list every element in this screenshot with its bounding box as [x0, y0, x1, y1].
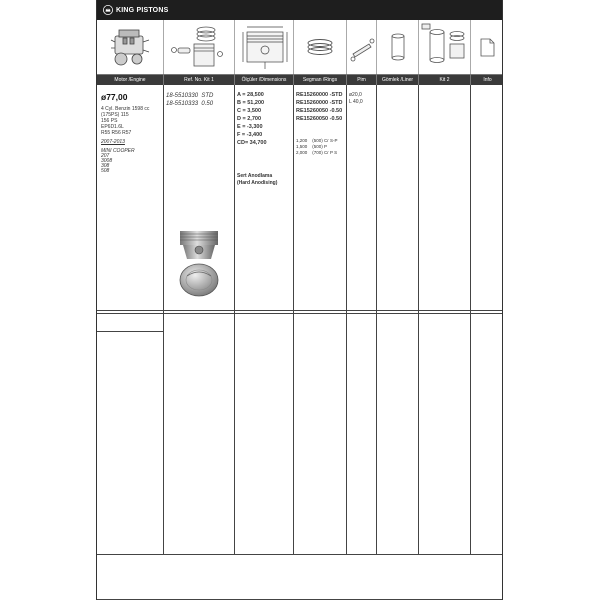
ring-spec: 1,200 (500) Cr S-P	[296, 138, 338, 143]
liner-image	[377, 20, 419, 74]
row-separator	[97, 313, 502, 314]
crown-icon	[103, 5, 113, 15]
col-divider	[163, 85, 164, 555]
engine-model: 3008	[101, 158, 113, 164]
kit1-image	[164, 20, 235, 74]
dimension-value: C = 3,500	[237, 108, 262, 114]
pin-diameter: ø20,0	[349, 92, 362, 98]
kit2-image	[419, 20, 471, 74]
engine-line: 4 Cyl. Benzin 1598 cc	[101, 106, 150, 112]
header-kit2: Kit 2	[419, 75, 471, 85]
bore-diameter: ø77,00	[101, 92, 128, 102]
header-rings: Segman /Rings	[294, 75, 347, 85]
ring-spec: 2,000 (700) Cr P S	[296, 150, 338, 155]
col-divider	[293, 85, 294, 555]
col-divider	[346, 85, 347, 555]
liner-kit-icon	[419, 20, 471, 74]
pin-icon	[347, 20, 377, 74]
brand-logo	[103, 4, 168, 16]
dimension-value: F = -3,400	[237, 132, 263, 138]
col-divider	[376, 85, 377, 555]
engine-line: 156 PS	[101, 118, 118, 124]
ring-code: RE15260000 -STD	[296, 100, 343, 106]
ref-row	[166, 93, 213, 99]
info-image	[471, 20, 504, 74]
engine-model: 308	[101, 163, 110, 169]
top-bar	[97, 0, 502, 20]
brand-name: KING PISTONS	[116, 6, 169, 14]
col-divider	[470, 85, 471, 555]
ref-code: 18-5510333	[166, 101, 199, 107]
rings-image	[294, 20, 347, 74]
dimension-value: D = 2,700	[237, 116, 262, 122]
row-separator	[97, 554, 502, 555]
dimension-value: CD= 34,700	[237, 140, 267, 146]
ring-code: RE15260050 -0.50	[296, 108, 343, 114]
image-row	[97, 20, 502, 75]
row-separator	[97, 310, 502, 311]
header-row	[97, 75, 502, 85]
engine-years: 2007-2013	[101, 139, 125, 145]
piston-side-photo	[177, 228, 221, 262]
dimension-value: B = 51,200	[237, 100, 265, 106]
ring-code: RE15260050 -0.50	[296, 116, 343, 122]
piston-kit-icon	[164, 20, 235, 74]
engine-model: 207	[101, 153, 110, 159]
dimension-value: E = -3,300	[237, 124, 263, 130]
liner-icon	[377, 20, 419, 74]
header-engine: Motor /Engine	[97, 75, 164, 85]
ring-code: RE15260000 -STD	[296, 92, 343, 98]
header-info: Info	[483, 77, 492, 83]
dimensions-image	[235, 20, 294, 74]
engine-icon	[97, 20, 164, 74]
header-pin: Pim	[347, 75, 377, 85]
anodising-note: Sert Anodlama	[237, 173, 273, 179]
rings-icon	[294, 20, 347, 74]
ring-spec: 1,500 (500) P	[296, 144, 328, 149]
col-divider	[418, 85, 419, 555]
col-divider	[234, 85, 235, 555]
ref-size: 0.50	[201, 101, 214, 107]
subrow-separator	[97, 331, 163, 332]
engine-line: (175PS) 115	[101, 112, 129, 118]
dimension-value: A = 28,500	[237, 92, 264, 98]
document-icon	[471, 20, 504, 74]
ref-size: STD	[201, 93, 214, 99]
piston-top-photo	[177, 262, 221, 298]
engine-model: 508	[101, 168, 110, 174]
header-liner: Gömlek /Liner	[377, 75, 419, 85]
pin-length: L 40,0	[349, 99, 363, 105]
anodising-note: (Hard Anodising)	[237, 180, 278, 186]
engine-image	[97, 20, 164, 74]
piston-drawing-icon	[235, 20, 294, 74]
catalog-sheet	[96, 0, 503, 600]
engine-model: MINI COOPER	[101, 148, 135, 154]
header-ref-kit1: Ref. No. Kit 1	[164, 75, 235, 85]
ref-code: 18-5510330	[166, 93, 199, 99]
engine-line: EP6D1.6L	[101, 124, 124, 130]
pin-image	[347, 20, 377, 74]
ref-row	[166, 101, 213, 107]
engine-line: R55 R56 R57	[101, 130, 132, 136]
header-dimensions: Ölçüler /Dimensions	[235, 75, 294, 85]
